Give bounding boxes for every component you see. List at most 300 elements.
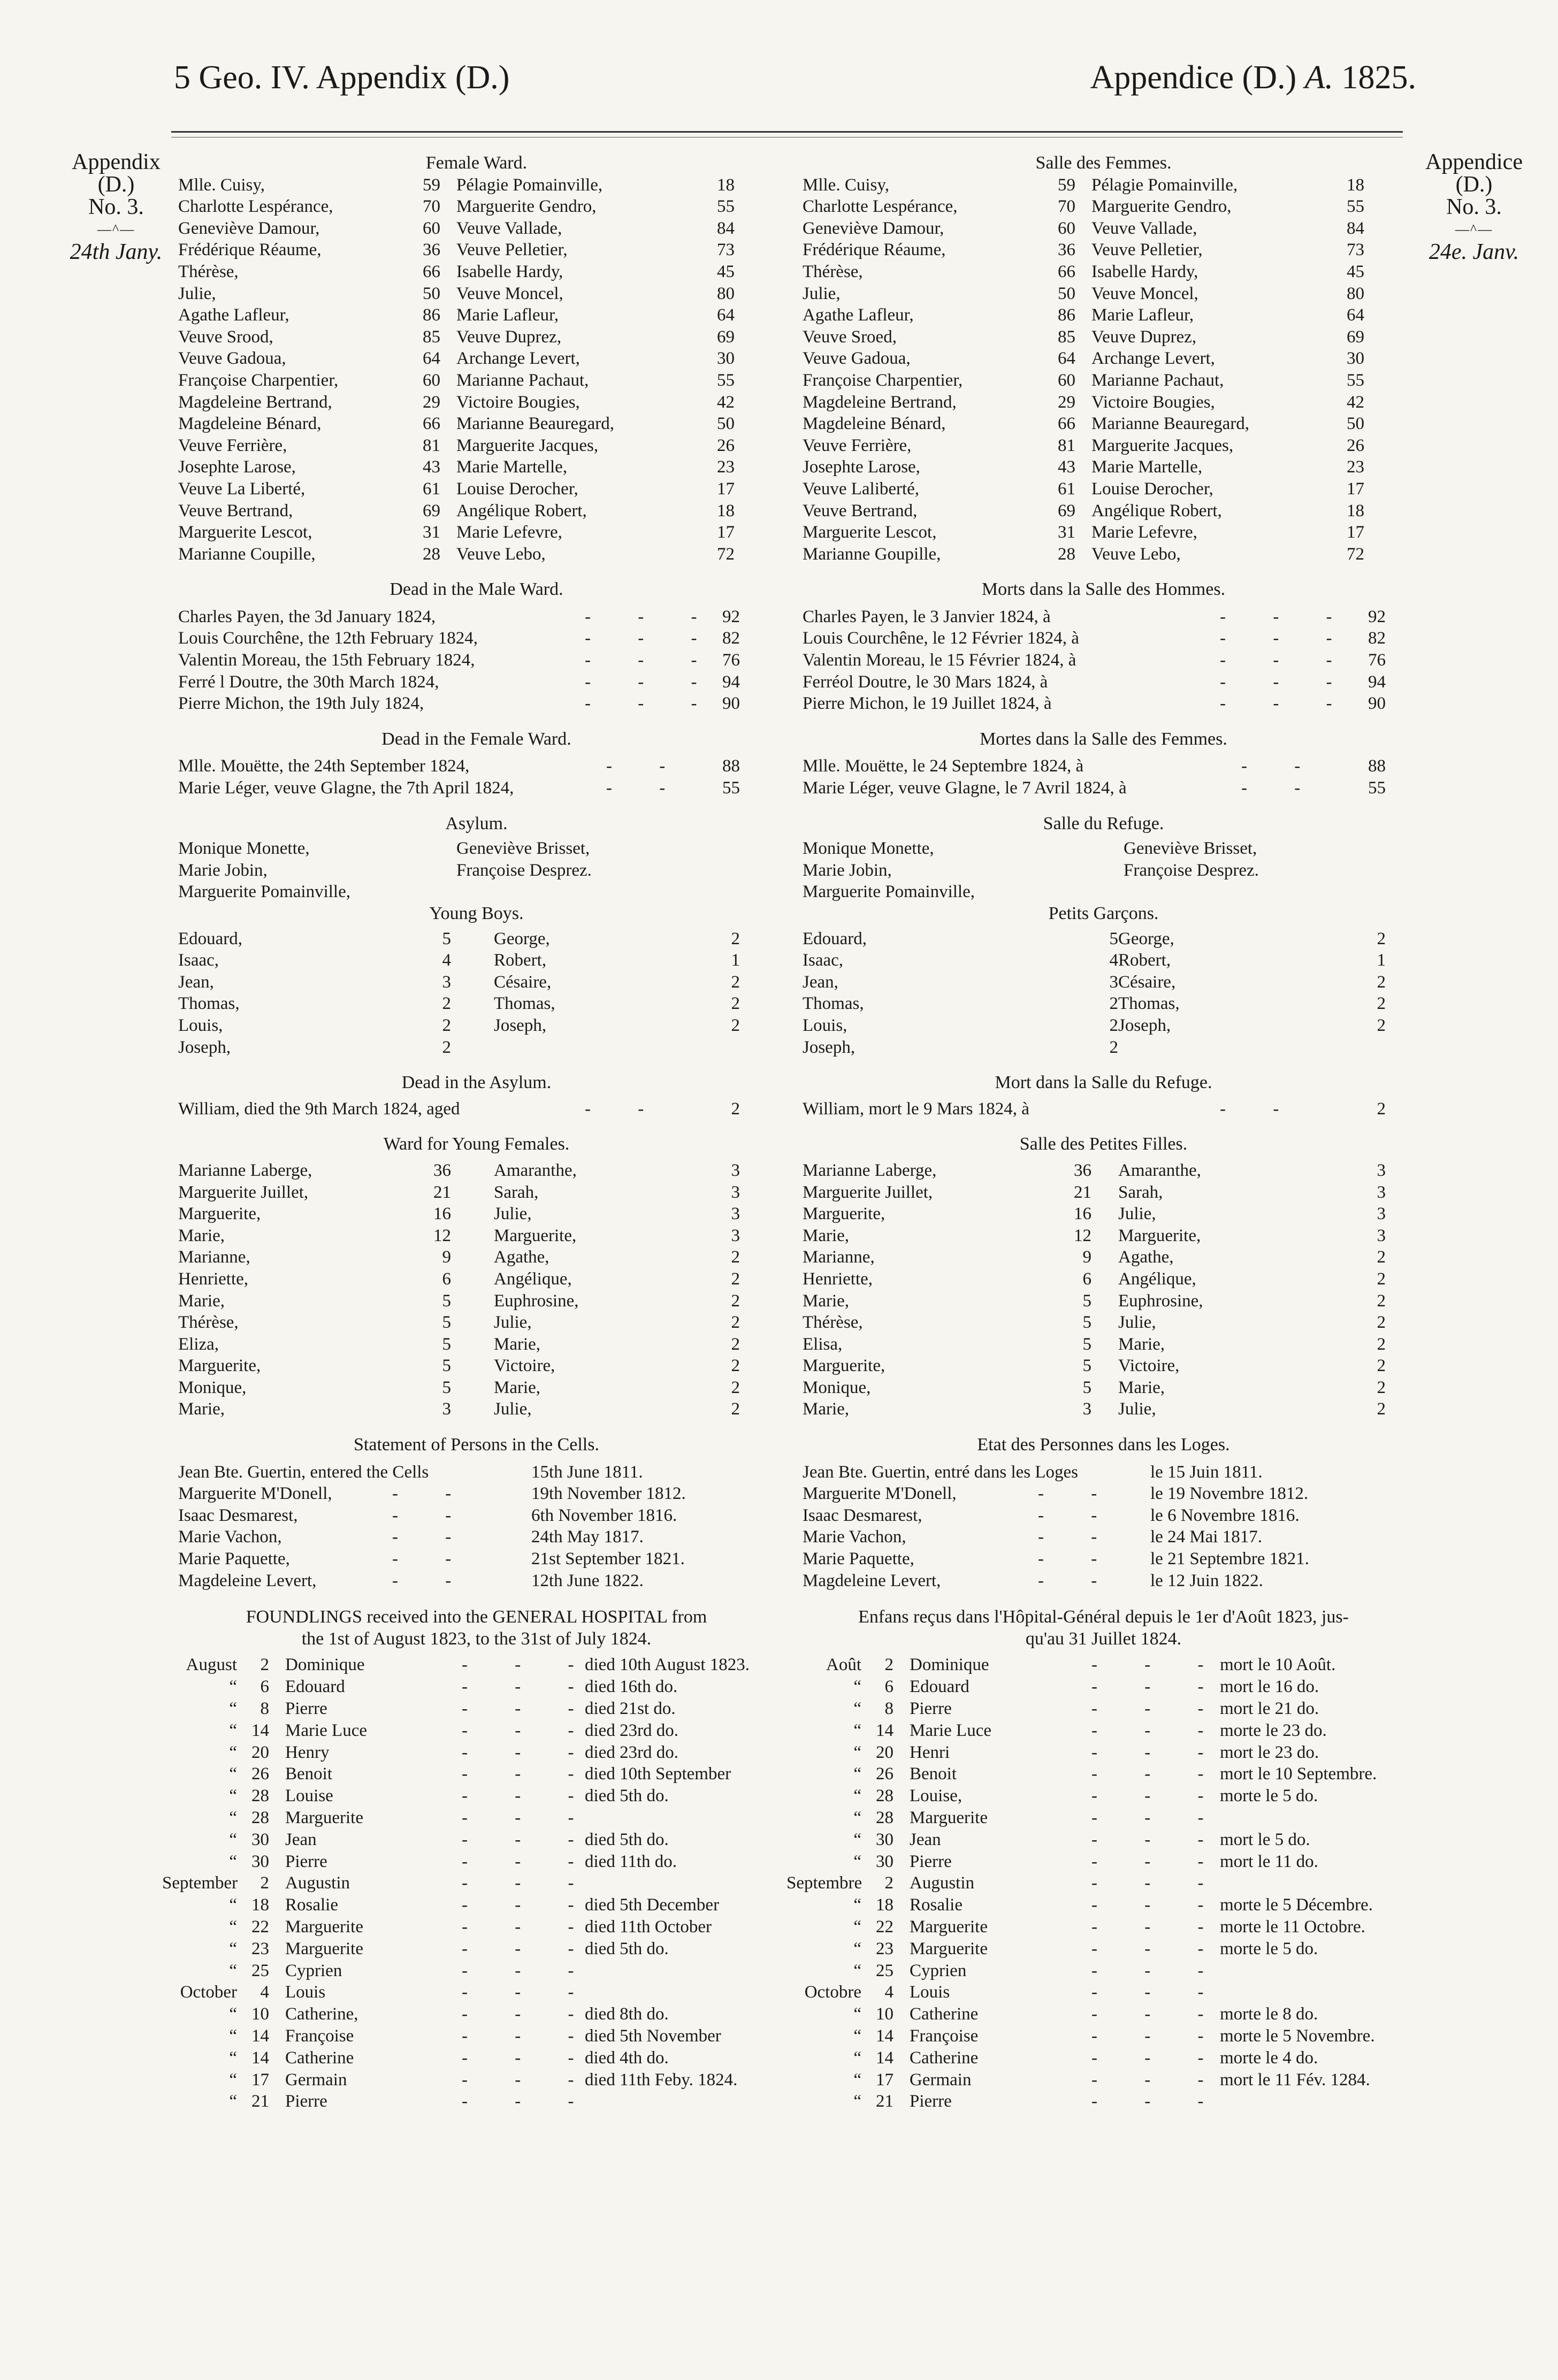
age-cell: 85 — [423, 327, 440, 347]
name-cell: Veuve Pelletier, — [456, 240, 568, 260]
name-cell: Joseph, — [803, 1037, 856, 1057]
day-cell: 23 — [251, 1939, 269, 1958]
name-cell: Isaac, — [178, 951, 219, 970]
name-cell: Julie, — [178, 284, 216, 303]
leader-dashes: - - - — [585, 651, 719, 670]
table-row — [178, 392, 775, 414]
month-cell: “ — [229, 1720, 237, 1740]
name-cell: Thomas, — [1118, 994, 1180, 1014]
month-cell: “ — [229, 1742, 237, 1762]
table-row — [803, 1037, 1404, 1059]
month-cell: “ — [229, 1851, 237, 1871]
table-row — [803, 993, 1404, 1015]
entry-text: William, mort le 9 Mars 1824, à — [803, 1099, 1029, 1119]
leader-dashes: - - - — [1091, 1939, 1225, 1958]
table-row — [803, 1377, 1404, 1399]
name-cell: Veuve Duprez, — [1091, 327, 1197, 347]
day-cell: 20 — [876, 1742, 893, 1762]
name-cell: Marguerite Lescot, — [803, 523, 937, 542]
name-cell: Veuve Gadoua, — [178, 349, 286, 369]
age-cell: 2 — [1377, 1269, 1386, 1289]
name-cell: Edouard, — [178, 929, 243, 948]
day-cell: 25 — [251, 1961, 269, 1980]
leader-dashes: - - — [392, 1484, 473, 1504]
leader-dashes: - - — [606, 756, 687, 776]
day-cell: 2 — [884, 1873, 893, 1893]
name-cell: Isaac Desmarest, — [178, 1505, 298, 1525]
name-cell: Benoit — [285, 1764, 332, 1784]
month-cell: “ — [229, 2026, 237, 2046]
leader-dashes: - - - — [462, 1699, 595, 1718]
name-cell: Magdeleine Bénard, — [178, 414, 322, 434]
name-cell: Marguerite — [910, 1808, 988, 1827]
month-cell: “ — [853, 1808, 861, 1827]
month-cell: “ — [229, 1764, 237, 1784]
age-cell: 36 — [1074, 1160, 1091, 1180]
table-row — [178, 2091, 775, 2113]
leader-dashes: - - — [1038, 1484, 1119, 1504]
age-cell: 3 — [1109, 972, 1118, 992]
table-row — [178, 1398, 775, 1420]
name-cell: Marie, — [178, 1291, 225, 1311]
age-cell: 64 — [717, 305, 735, 325]
month-cell: “ — [853, 1895, 861, 1915]
table-row — [803, 218, 1404, 240]
table-row — [803, 413, 1404, 435]
section-title-foundlings-line2: qu'au 31 Juillet 1824. — [1025, 1628, 1182, 1649]
age-cell: 2 — [1377, 1291, 1386, 1311]
name-cell: Marie, — [494, 1378, 541, 1397]
age-cell: 45 — [717, 262, 735, 281]
date-cell: le 6 Novembre 1816. — [1150, 1505, 1300, 1525]
table-row — [178, 2047, 775, 2069]
day-cell: 8 — [884, 1699, 893, 1718]
table-row — [803, 606, 1404, 628]
leader-dashes: - - - — [1091, 2070, 1225, 2090]
name-cell: Césaire, — [1118, 972, 1176, 992]
table-row — [178, 1505, 775, 1527]
leader-dashes: - - - — [1091, 1699, 1225, 1718]
name-cell: Frédérique Réaume, — [178, 240, 322, 260]
age-cell: 1 — [1377, 951, 1386, 970]
name-cell: Marianne, — [803, 1248, 875, 1267]
age-cell: 4 — [442, 951, 451, 970]
name-cell: Marie, — [494, 1334, 541, 1354]
age-cell: 66 — [1058, 414, 1075, 434]
name-cell: Jean, — [803, 972, 838, 992]
leader-dashes: - - - — [462, 2070, 595, 2090]
month-cell: “ — [853, 2026, 861, 2046]
day-cell: 14 — [251, 2048, 269, 2068]
name-cell: Julie, — [1118, 1204, 1156, 1224]
leader-dashes: - - - — [1091, 2092, 1225, 2111]
leader-dashes: - - — [1038, 1571, 1119, 1590]
day-cell: 18 — [876, 1895, 893, 1915]
name-cell: Elisa, — [803, 1334, 843, 1354]
leader-dashes: - - - — [585, 629, 719, 648]
age-cell: 70 — [1058, 197, 1075, 217]
name-cell: Agathe, — [1118, 1248, 1174, 1267]
age-cell: 60 — [1058, 218, 1075, 238]
name-cell: Marie, — [1118, 1378, 1165, 1397]
table-row — [803, 950, 1404, 971]
name-cell: Marguerite — [910, 1939, 988, 1958]
age-cell: 17 — [717, 479, 735, 499]
month-cell: “ — [229, 2004, 237, 2024]
leader-dashes: - - - — [1091, 1655, 1225, 1675]
note-cell: morte le 23 do. — [1220, 1720, 1327, 1740]
table-row — [803, 348, 1404, 370]
table-row — [178, 671, 775, 693]
note-cell: mort le 11 Fév. 1284. — [1220, 2070, 1370, 2090]
leader-dashes: - - - — [585, 607, 719, 626]
table-row — [803, 392, 1404, 414]
note-cell: mort le 10 Septembre. — [1220, 1764, 1377, 1784]
name-cell: Catherine — [285, 2048, 354, 2068]
age-cell: 2 — [731, 1313, 740, 1333]
age-cell: 2 — [1377, 972, 1386, 992]
table-row — [178, 544, 775, 565]
age-cell: 3 — [1377, 1204, 1386, 1224]
day-cell: 2 — [884, 1655, 893, 1675]
day-cell: 2 — [260, 1873, 269, 1893]
table-row — [178, 928, 775, 950]
name-cell: Louis — [910, 1983, 950, 2002]
table-row — [178, 1015, 775, 1037]
note-cell: mort le 10 Août. — [1220, 1655, 1336, 1675]
section-title-female-ward: Salle des Femmes. — [1035, 153, 1172, 173]
name-cell: Marguerite Gendro, — [456, 197, 597, 217]
name-cell: Veuve Lebo, — [456, 544, 546, 564]
age-cell: 6 — [442, 1269, 451, 1289]
day-cell: 14 — [876, 1720, 893, 1740]
name-cell: Marie Jobin, — [803, 860, 892, 880]
age-cell: 3 — [731, 1182, 740, 1202]
name-cell: Marguerite Jacques, — [456, 435, 599, 455]
age-cell: 60 — [423, 370, 440, 390]
leader-dashes: - - - — [1091, 1873, 1225, 1893]
age-cell: 2 — [731, 1399, 740, 1419]
table-row — [178, 950, 775, 971]
day-cell: 22 — [876, 1917, 893, 1937]
day-cell: 8 — [260, 1699, 269, 1718]
note-cell: died 8th do. — [585, 2004, 669, 2024]
name-cell: Angélique, — [1118, 1269, 1196, 1289]
name-cell: Louise Derocher, — [456, 479, 578, 499]
leader-dashes: - - — [1241, 778, 1322, 798]
table-row — [178, 1098, 775, 1120]
leader-dashes: - - - — [462, 2048, 595, 2068]
name-cell: Veuve Pelletier, — [1091, 240, 1203, 260]
month-cell: “ — [229, 1677, 237, 1697]
leader-dashes: - - - — [1091, 1742, 1225, 1762]
table-row — [803, 860, 1404, 882]
name-cell: Amaranthe, — [1118, 1160, 1201, 1180]
age-cell: 55 — [717, 197, 735, 217]
age-cell: 21 — [1074, 1182, 1091, 1202]
month-cell: “ — [229, 2092, 237, 2111]
day-cell: 23 — [876, 1939, 893, 1958]
month-cell: “ — [229, 2048, 237, 2068]
name-cell: Marguerite Juillet, — [803, 1182, 933, 1202]
name-cell: Julie, — [1118, 1313, 1156, 1333]
entry-text: Louis Courchêne, le 12 Février 1824, à — [803, 629, 1079, 648]
age-cell: 2 — [1377, 929, 1386, 948]
margin-note-right: Appendice (D.) No. 3. —^— 24e. Janv. — [1425, 150, 1523, 264]
age-cell: 50 — [423, 284, 440, 303]
name-cell: Pierre — [910, 1699, 952, 1718]
name-cell: Marie, — [1118, 1334, 1165, 1354]
date-cell: 19th November 1812. — [531, 1484, 686, 1504]
month-cell: “ — [229, 2070, 237, 2090]
table-row — [803, 326, 1404, 348]
name-cell: Veuve Lebo, — [1091, 544, 1181, 564]
name-cell: Marie Lefevre, — [456, 523, 562, 542]
table-row — [803, 1938, 1404, 1960]
month-cell: “ — [229, 1830, 237, 1849]
name-cell: Victoire Bougies, — [456, 392, 580, 412]
age-cell: 5 — [1082, 1291, 1091, 1311]
name-cell: Pélagie Pomainville, — [456, 175, 603, 195]
name-cell: Eliza, — [178, 1334, 219, 1354]
age-cell: 55 — [1347, 370, 1364, 390]
age-cell: 6 — [1082, 1269, 1091, 1289]
note-cell: morte le 5 Novembre. — [1220, 2026, 1375, 2046]
note-cell: died 10th September — [585, 1764, 731, 1784]
day-cell: 26 — [251, 1764, 269, 1784]
name-cell: Veuve Gadoua, — [803, 349, 911, 369]
name-cell: Marguerite — [285, 1808, 364, 1827]
day-cell: 20 — [251, 1742, 269, 1762]
name-cell: Isabelle Hardy, — [1091, 262, 1198, 281]
table-row — [803, 671, 1404, 693]
name-cell: Marianne Pachaut, — [1091, 370, 1224, 390]
name-cell: Catherine — [910, 2004, 979, 2024]
entry-text: Ferréol Doutre, le 30 Mars 1824, à — [803, 672, 1048, 692]
age-cell: 2 — [1377, 1378, 1386, 1397]
table-row — [803, 1851, 1404, 1873]
leader-dashes: - - - — [1091, 1808, 1225, 1827]
note-cell: died 21st do. — [585, 1699, 676, 1718]
age-cell: 2 — [1377, 1099, 1386, 1119]
table-row — [803, 1916, 1404, 1938]
leader-dashes: - - - — [1091, 1961, 1225, 1980]
name-cell: Marie Martelle, — [1091, 457, 1203, 477]
age-cell: 5 — [1082, 1313, 1091, 1333]
table-row — [178, 1807, 775, 1829]
name-cell: Marguerite Pomainville, — [803, 882, 975, 902]
table-row — [803, 1203, 1404, 1225]
age-cell: 2 — [1109, 1037, 1118, 1057]
age-cell: 23 — [1347, 457, 1364, 477]
name-cell: Marguerite, — [178, 1356, 261, 1376]
day-cell: 21 — [876, 2092, 893, 2111]
table-row — [803, 283, 1404, 305]
age-cell: 2 — [731, 994, 740, 1014]
age-cell: 88 — [722, 756, 740, 776]
name-cell: Mlle. Cuisy, — [803, 175, 889, 195]
leader-dashes: - - — [1241, 756, 1322, 776]
entry-text: Charles Payen, le 3 Janvier 1824, à — [803, 607, 1051, 626]
section-title-young-females: Salle des Petites Filles. — [1019, 1134, 1188, 1154]
name-cell: Marie Vachon, — [803, 1527, 906, 1547]
note-cell: died 5th do. — [585, 1939, 669, 1958]
name-cell: Rosalie — [285, 1895, 338, 1915]
entry-text: Marie Léger, veuve Glagne, the 7th April 1824, — [178, 778, 514, 798]
day-cell: 14 — [876, 2026, 893, 2046]
name-cell: Veuve Laliberté, — [803, 479, 920, 499]
month-cell: “ — [853, 2004, 861, 2024]
age-cell: 86 — [423, 305, 440, 325]
name-cell: Magdeleine Levert, — [178, 1571, 317, 1590]
table-row — [803, 928, 1404, 950]
name-cell: Thérèse, — [178, 1313, 239, 1333]
table-row — [803, 456, 1404, 478]
name-cell: Rosalie — [910, 1895, 963, 1915]
table-row — [178, 239, 775, 261]
table-row — [178, 1981, 775, 2003]
age-cell: 59 — [423, 175, 440, 195]
table-row — [803, 1182, 1404, 1204]
age-cell: 66 — [1058, 262, 1075, 281]
age-cell: 2 — [731, 1291, 740, 1311]
section-title-young-boys: Petits Garçons. — [1048, 904, 1159, 923]
note-cell: died 23rd do. — [585, 1720, 679, 1740]
section-title-foundlings-line2: the 1st of August 1823, to the 31st of July 1824. — [301, 1628, 652, 1649]
name-cell: Veuve Sroed, — [803, 327, 897, 347]
note-cell: mort le 11 do. — [1220, 1851, 1318, 1871]
section-title-dead-male: Morts dans la Salle des Hommes. — [981, 579, 1226, 600]
table-row — [178, 1377, 775, 1399]
leader-dashes: - - - — [1220, 651, 1354, 670]
month-cell: “ — [853, 1699, 861, 1718]
name-cell: Jean Bte. Guertin, entré dans les Loges — [803, 1462, 1079, 1482]
leader-dashes: - - - — [462, 1786, 595, 1806]
name-cell: Marianne Pachaut, — [456, 370, 589, 390]
name-cell: Marguerite Juillet, — [178, 1182, 309, 1202]
leader-dashes: - - — [392, 1505, 473, 1525]
age-cell: 69 — [717, 327, 735, 347]
day-cell: 21 — [251, 2092, 269, 2111]
table-row — [803, 2047, 1404, 2069]
table-row — [803, 1015, 1404, 1037]
note-cell: morte le 5 Décembre. — [1220, 1895, 1373, 1915]
leader-dashes: - - — [392, 1571, 473, 1590]
name-cell: Marianne, — [178, 1248, 250, 1267]
age-cell: 1 — [731, 951, 740, 970]
age-cell: 60 — [423, 218, 440, 238]
day-cell: 28 — [876, 1808, 893, 1827]
name-cell: Henry — [285, 1742, 330, 1762]
month-cell: “ — [229, 1961, 237, 1980]
month-cell: “ — [853, 1677, 861, 1697]
name-cell: Louis — [285, 1983, 326, 2002]
age-cell: 2 — [1377, 1334, 1386, 1354]
table-row — [803, 478, 1404, 500]
name-cell: Robert, — [1118, 951, 1171, 970]
date-cell: 24th May 1817. — [531, 1527, 644, 1547]
name-cell: Marie Lafleur, — [456, 305, 559, 325]
leader-dashes: - - - — [462, 1961, 595, 1980]
table-row — [178, 326, 775, 348]
name-cell: Françoise Charpentier, — [803, 370, 963, 390]
name-cell: Isaac Desmarest, — [803, 1505, 922, 1525]
margin-note-left: Appendix (D.) No. 3. —^— 24th Jany. — [70, 150, 163, 264]
table-row — [178, 606, 775, 628]
age-cell: 5 — [442, 1313, 451, 1333]
age-cell: 36 — [433, 1160, 451, 1180]
section-title-female-ward: Female Ward. — [425, 153, 528, 173]
age-cell: 5 — [1082, 1334, 1091, 1354]
name-cell: Julie, — [494, 1204, 532, 1224]
month-cell: “ — [853, 1786, 861, 1806]
age-cell: 18 — [717, 175, 735, 195]
age-cell: 69 — [1347, 327, 1364, 347]
leader-dashes: - - - — [1091, 1720, 1225, 1740]
leader-dashes: - - - — [585, 672, 719, 692]
month-cell: “ — [853, 2070, 861, 2090]
day-cell: 26 — [876, 1764, 893, 1784]
leader-dashes: - - - — [1220, 607, 1354, 626]
age-cell: 31 — [423, 523, 440, 542]
age-cell: 55 — [1347, 197, 1364, 217]
table-row — [803, 1461, 1404, 1483]
name-cell: Marie, — [803, 1399, 850, 1419]
table-row — [178, 1742, 775, 1764]
name-cell: Geneviève Brisset, — [1124, 839, 1257, 859]
leader-dashes: - - - — [462, 2092, 595, 2111]
name-cell: Marie Luce — [285, 1720, 367, 1740]
note-cell: mort le 16 do. — [1220, 1677, 1319, 1697]
age-cell: 55 — [722, 778, 740, 798]
table-row — [803, 1334, 1404, 1356]
name-cell: Catherine, — [285, 2004, 358, 2024]
name-cell: Thérèse, — [178, 262, 239, 281]
table-row — [178, 1916, 775, 1938]
table-row — [803, 627, 1404, 649]
table-row — [803, 1398, 1404, 1420]
table-row — [178, 1960, 775, 1982]
name-cell: Geneviève Damour, — [803, 218, 944, 238]
name-cell: Pélagie Pomainville, — [1091, 175, 1238, 195]
month-cell: September — [162, 1873, 238, 1893]
age-cell: 85 — [1058, 327, 1075, 347]
age-cell: 94 — [1368, 672, 1386, 692]
age-cell: 18 — [1347, 501, 1364, 521]
name-cell: Angélique, — [494, 1269, 572, 1289]
name-cell: Marguerite — [285, 1939, 364, 1958]
name-cell: Pierre — [910, 2092, 952, 2111]
table-row — [803, 1960, 1404, 1982]
name-cell: Marie, — [178, 1399, 225, 1419]
age-cell: 36 — [423, 240, 440, 260]
name-cell: Marguerite, — [803, 1356, 885, 1376]
month-cell: “ — [229, 1939, 237, 1958]
age-cell: 43 — [423, 457, 440, 477]
age-cell: 50 — [1347, 414, 1364, 434]
name-cell: Cyprien — [285, 1961, 342, 1980]
day-cell: 28 — [251, 1786, 269, 1806]
age-cell: 2 — [731, 1378, 740, 1397]
table-row — [178, 1461, 775, 1483]
section-title-foundlings: Enfans reçus dans l'Hôpital-Général depuis le 1er d'Août 1823, jus- — [858, 1607, 1349, 1627]
table-row — [178, 1548, 775, 1570]
age-cell: 72 — [717, 544, 735, 564]
entry-text: Mlle. Mouëtte, le 24 Septembre 1824, à — [803, 756, 1084, 776]
leader-dashes: - - - — [462, 1764, 595, 1784]
name-cell: Veuve Moncel, — [456, 284, 563, 303]
age-cell: 66 — [423, 262, 440, 281]
